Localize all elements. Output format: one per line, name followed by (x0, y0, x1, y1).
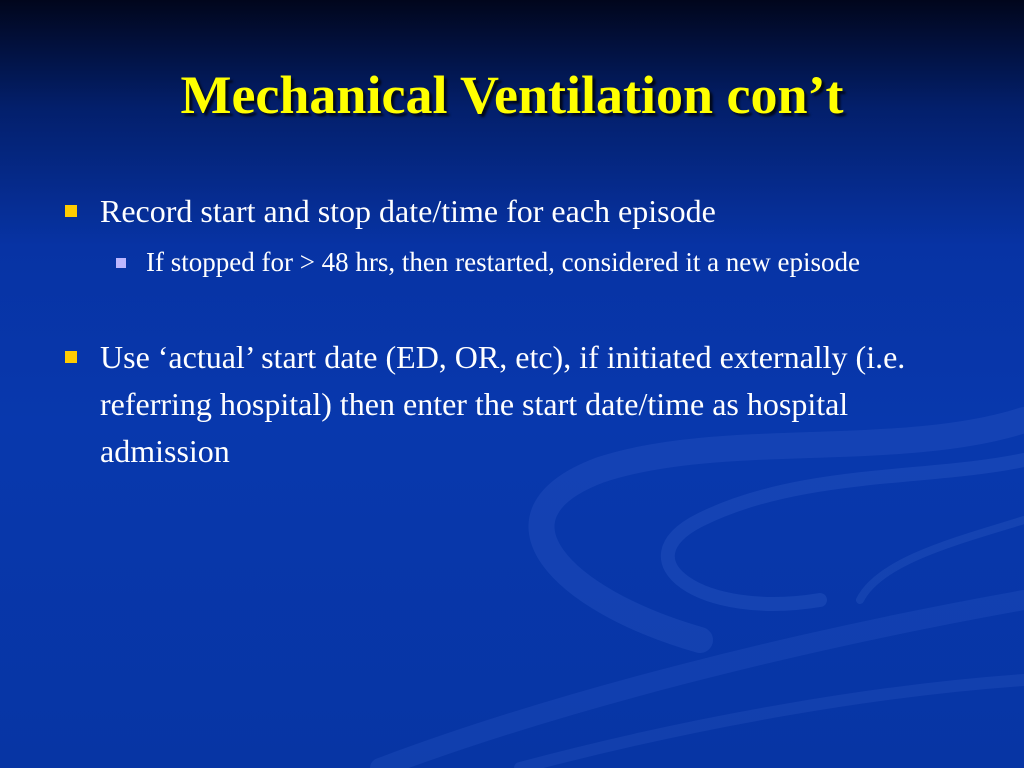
bullet-item-use-actual-start-date (100, 334, 980, 475)
bullet-text: Use ‘actual’ start date (ED, OR, etc), if initiated externally (i.e. referring hospital) then enter the start date/time as hospital admission (100, 339, 906, 469)
sub-bullet-item-stopped-48-hrs (146, 243, 966, 282)
bullet-text: Record start and stop date/time for each episode (100, 193, 716, 229)
slide-title: Mechanical Ventilation con’t (180, 65, 844, 125)
square-bullet-icon (65, 351, 77, 363)
square-bullet-icon (65, 205, 77, 217)
small-square-bullet-icon (116, 258, 126, 268)
sub-bullet-text: If stopped for > 48 hrs, then restarted, considered it a new episode (146, 247, 861, 277)
bullet-item-record-start-stop (100, 188, 1000, 235)
